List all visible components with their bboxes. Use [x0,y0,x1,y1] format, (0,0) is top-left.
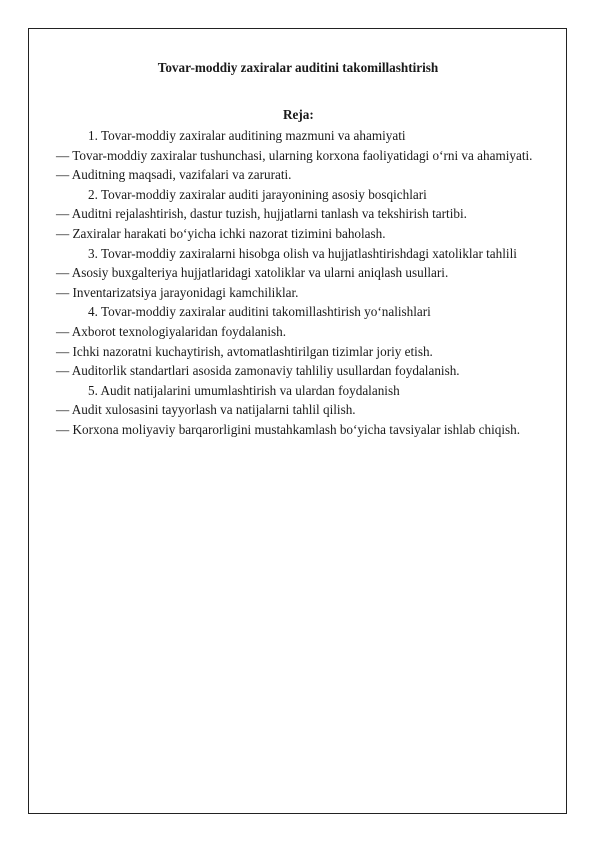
section-heading-3: 3. Tovar-moddiy zaxiralarni hisobga olish va hujjatlashtirishdagi xatoliklar tahlili [88,245,517,261]
plan-item: — Tovar-moddiy zaxiralar tushunchasi, ularning korxona faoliyatidagi o‘rni va ahamiyati. [56,147,533,163]
plan-heading: Reja: [283,107,314,122]
section-heading-1: 1. Tovar-moddiy zaxiralar auditining mazmuni va ahamiyati [88,128,406,143]
plan-item: — Auditorlik standartlari asosida zamonaviy tahliliy usullardan foydalanish. [56,363,460,379]
plan-item: — Zaxiralar harakati bo‘yicha ichki nazorat tizimini baholash. [56,225,386,241]
plan-item: — Auditning maqsadi, vazifalari va zarurati. [56,167,292,183]
section-heading-2: 2. Tovar-moddiy zaxiralar auditi jarayonining asosiy bosqichlari [88,186,427,202]
section-heading-4: 4. Tovar-moddiy zaxiralar auditini takomillashtirish yo‘nalishlari [88,304,431,320]
section-heading-5: 5. Audit natijalarini umumlashtirish va ulardan foydalanish [88,382,400,398]
plan-item: — Inventarizatsiya jarayonidagi kamchiliklar. [56,284,299,300]
plan-item: — Audit xulosasini tayyorlash va natijalarni tahlil qilish. [56,402,356,418]
plan-item: — Asosiy buxgalteriya hujjatlaridagi xatoliklar va ularni aniqlash usullari. [56,265,449,281]
plan-item: — Korxona moliyaviy barqarorligini mustahkamlash bo‘yicha tavsiyalar ishlab chiqish. [56,421,521,437]
plan-item: — Ichki nazoratni kuchaytirish, avtomatlashtirilgan tizimlar joriy etish. [56,343,433,359]
plan-content [56,126,540,440]
document-title: Tovar-moddiy zaxiralar auditini takomillashtirish [157,60,439,75]
plan-item: — Auditni rejalashtirish, dastur tuzish, hujjatlarni tanlash va tekshirish tartibi. [56,206,467,222]
plan-item: — Axborot texnologiyalaridan foydalanish. [56,323,287,339]
